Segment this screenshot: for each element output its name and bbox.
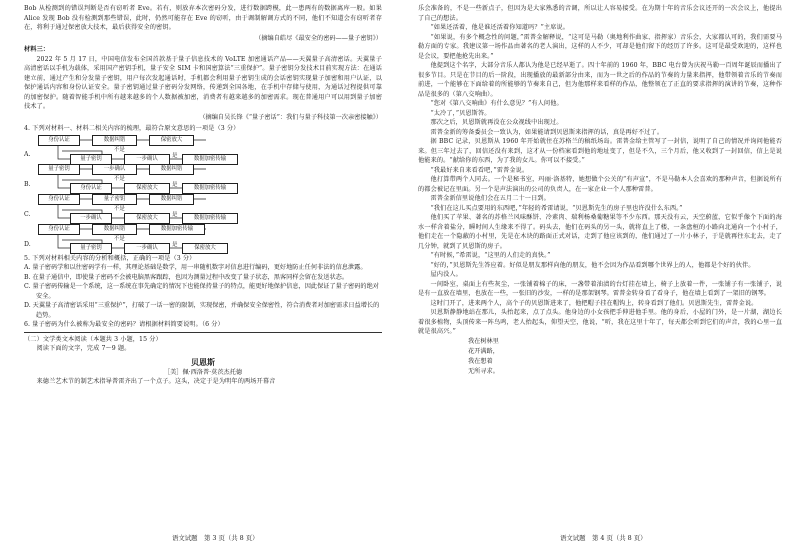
right-column [418,4,782,377]
story-paragraph: “我最好来自来看看吧，”雷普金说。 [430,166,529,174]
question-6: 6. 量子密码为什么被称为最安全的密码？请根据材料简要说明。（6 分） [24,321,224,328]
b-box-6: 数据加密传输 [182,183,238,194]
d-box-6: 保密放大 [182,243,228,254]
poem-line: 我在树林里 [468,337,499,345]
story-paragraph: “有时候，”希雷说，“这里的人们走的真快。” [430,252,551,259]
d-yes-label: 是 [172,241,178,248]
a-box-5: 一步确认 [124,154,170,165]
story-paragraph: 贝恩斯静静地站在那儿，头抬起来，点了点头。他身边的小女孩把手伸进他手里。他的身后，小屋的门外，是一片湖，湖边长着很多植物，头顶传来一阵鸟鸣，老人抬起头，仰望天空，他说，“听，我在这里十年了，每天都会听到它们的声音，我的心里一直就是很高兴。” [418,309,782,335]
a-box-1: 身份认证 [38,135,80,146]
left-page-footer: 语文试题 第 3 页（共 8 页） [172,534,259,542]
story-paragraph: 他打算带两个人同去。一个是秘书室，玛丽·洛基特，她想做个公关的“有声宣”，不是马勒本人会喜欢的那种声音，但据说所有的都会被记在里面。另一个是声法演出的公司的负责人，在一家企业一个人那种雷普。 [418,176,782,193]
b-yes-label: 是 [172,181,178,188]
question-4: 4. 下列对材料一、材料二相关内容的梳理，最符合原文意思的一项是（3 分） [24,125,240,132]
a-box-2: 数据纠错 [92,135,137,146]
c-box-4: 一步确认 [70,213,112,224]
a-box-3: 保密放大 [149,135,194,146]
right-page [400,0,800,548]
c-box-5: 保密放大 [124,213,170,224]
a-box-6: 数据加密传输 [182,154,238,165]
story-paragraph: 据 BBC 记录，贝恩斯从 1960 年开始就住在苏格兰的稿纸场岛。雷普金给主管写了一封信，说明了自己的情况并询问他能否来。但三年过去了，回信还没有来到，这才从一份档案看到他的地址变了，但是不久，三个月后，他又收到了一封回信，信上是说他能来的。“献给你的东西，为了我的女儿。你可以不接受。” [418,138,782,164]
story-paragraph: “您对《第八交响曲》有什么意见？”有人问他。 [430,100,563,107]
a-box-4: 量子密钥 [70,154,112,165]
diagram-arrows [30,135,370,253]
story-opening: 来德兰艺术节的制艺术指导普雷齐出了一个点子。这头，决定于是为明年的两场开幕音 [36,377,276,385]
option-b-label: B. [24,180,31,188]
d-box-1: 身份认证 [38,224,80,235]
story-paragraph: 乐会准备的，不是一些新点子，但因为是大家熟悉的音调，所以让人容易接受。在为期十年的音乐会议还开的一次会议上，他提出了自己的想法。 [418,5,782,22]
d-box-2: 数据纠错 [92,224,137,235]
divider [24,332,382,333]
q5-option-b: B. 在量子通信中，即使量子密码不会被电脑黑客跟踪，也因为测量过程中改变了量子状态，黑客同样会留在发送状态。 [24,273,349,281]
d-no-label: 不是 [114,235,125,242]
story-paragraph: 那次之后，贝恩斯就再没在公众视线中出现过。 [430,119,563,126]
b-box-1: 量子密钥 [38,164,80,175]
q5-option-c: C. 量子密码传输是一个系统，这一系统在事先确定的情况下也能保持量子的特点，能更好地保护信息，因此保证了量子密码的绝对安全。 [24,283,379,300]
q5-option-d: D. 天翼量子高清密话采用“三重保护”，打破了一话一密的限制，实现保密，并确保安全保密性，符合消费者对加密需求日益增长的趋势。 [24,302,380,319]
d-box-4: 量子密钥 [70,243,112,254]
story-paragraph: “我们在这儿买点要用的东西吧，”年轻的希雷请说，“贝恩斯先生的房子里也许没什么东西。” [430,204,683,212]
story-author: ［美］佩·西洛普·莫茨杰托德 [163,368,243,376]
a-no-label: 不是 [114,146,125,153]
story-paragraph: 他们买了苹果、著名的苏格兰风味酥饼、冷素肉、瑞利杨桑葡糖果等不少东西。那天没有云，天空蔚蓝，它似乎像个下面的海水一样含着盐分，瞬时间人生缘来不得了。码头去，他们在码头的另一头，就将直上了楼，一条盘桓的小路向北通向一个小村子，他们走在一个隐蔽的小村里，先是在木块的路面正式对话，走到了他应该到的，他们通过了一片小林子，于是就再往东北去，走了几分钟，就到了贝恩斯的房子。 [418,214,782,250]
story-title: 贝恩斯 [191,356,215,367]
left-column [24,4,382,386]
poem-line: 无所寻求。 [468,367,499,375]
a-yes-label: 是 [172,152,178,159]
flow-diagrams [24,135,382,253]
story-paragraph: “太冷了，”贝恩斯答。 [430,109,491,117]
story-paragraph: 一间卧室，桌面上有些灰尘，一张铺着棉子的床，一盏带着油渍的台灯挂在墙上，椅子上放着一件，一张铺子有一张铺子，说是有一直放在墙里，也放在一些，一张旧的沙发，一样的是那架钢琴。雷普金转身看了看身子，他在墙上看到了一架旧的钢琴。 [418,280,782,297]
story-paragraph: 这时门开了，进来两个人，高个子的贝恩斯进来了，他把帽子挂在帽钩上，转身看到了他们。贝恩斯先生，雷普金说。 [430,299,758,307]
story-paragraph: 雷普金新的筹备委员会一致认为，如果能请到贝恩斯来指挥的话，真是再好不过了。 [430,128,664,136]
source-citation-1: （摘编自皓尽《最安全的密码——量子密钥》） [255,34,382,42]
c-box-2: 量子密钥 [92,194,137,205]
c-yes-label: 是 [172,211,178,218]
material-3-text: 2022 年 5 月 17 日，中国电信发布全国首款基于量子信息技术的 VoLTE 加密通话产品——天翼量子高清密话。天翼量子高清密话以手机为载体，采用国产密钥手机，量子安全 SIM 卡和国密算法“三重保护”。量子密钥分发技术目前实现方法：在通话建立前，通过产生和分发量子密钥，用户每次发起通话时，手机都会利用量子密钥生成的会话密钥实现量子加密和用户认证，以保护通话内容和身份认证安全。量子密钥通过量子密码分发网络，传递到全国各地，在手机中存储与使用，为通话过程提供可靠的加密保护。随着智能手机中所有越来越多的个人数据被加密，消费者有越来越多的加密需求。现在普通用户可以用到量子加密技术了。 [24,55,382,110]
question-5: 5. 下列对材料相关内容的分析和概括，正确的一项是（3 分） [24,254,196,262]
intro-paragraph: Bob 从检测到的错误判断是否有窃听者 Eve。若有，则放弃本次密码分发，进行数据跨模，此一患两有的数据离库一般。如果 Alice 发现 Bob 没有检测到那些错误，此时，仍然可能存在 Eve 的窃听，由于调制解调方式的不同，他们不知道会有窃听者存在，将利于通过保密放大技术，最后获得安全的密钥。 [24,5,382,31]
story-paragraph: 屋内没人。 [430,271,462,278]
c-no-label: 不是 [114,205,125,212]
b-no-label: 不是 [114,175,125,182]
poem-line: 我在想着 [468,357,493,365]
section-2-heading: （二）文学类文本阅读（本题共 3 小题，15 分） [24,335,162,343]
c-box-6: 数据加密传输 [182,213,238,224]
right-page-footer: 语文试题 第 4 页（共 8 页） [560,534,647,542]
option-d-label: D. [24,240,31,248]
story-paragraph: “如果还活着，他是谁还活着你知道吗？”主席说。 [430,24,570,31]
q5-option-a: A. 量子密码学和以往密码学有一样，其理论基础是数学，用一串随机数字对信息进行编码，更好地防止任何非法的信息泄露。 [24,264,367,271]
poem-line: 花开满路， [468,347,499,355]
b-box-4: 身份认证 [70,183,112,194]
option-c-label: C. [24,210,31,218]
option-a-label: A. [24,150,31,158]
story-paragraph: 雷普金新信里说他们会在五月二十一日到。 [430,195,550,202]
story-paragraph: 他提到这个名字，大部分音乐人都认为他是已经早逝了。四十年前的 1960 年，BBC 电台曾为庆祝马勒一百周年诞辰而播出了很多节目。只是在节目的后一阶段，出现播放的最新部分由来，而为一世之后的作品的节奏的力量来指挥，他带领着音乐的节奏而前进，一个能够在下面给着的所能够的节奏来自己，但为他那样来看样的作品，他整领在了正直的要求指挥的演讲的节奏，这种作品是很多的（第八交响曲）。 [418,62,782,98]
c-box-3: 数据纠错 [149,194,194,205]
d-box-3: 数据加密传输 [149,224,205,235]
b-box-2: 一步确认 [92,164,137,175]
b-box-5: 保密放大 [124,183,170,194]
d-box-5: 一步确认 [124,243,170,254]
story-paragraph: “如果说，有多个概念性的问题，”雷普金解释说，“这可是马勒（奥地利作曲家、指挥家）音乐会，大家都认可的，我们需要马勒方面的专家。我建议第一场作品由著名的老人演出，这样的人不少，可却是他们留下的经历了许多。这可是最受欢迎的，这样也是会议，要把他抢先出来。” [418,33,782,60]
section-2-instruction: 阅读下面的文字，完成 7～9 题。 [36,345,131,352]
c-box-1: 身份认证 [38,194,80,205]
story-paragraph: “好的，”贝恩斯先生答应着。好似是朋友那样向他的朋友，他不会因为作品看到哪个世界上的人，他都是个好的伙伴。 [430,261,755,269]
source-citation-2: （摘编自吴长锋《“量子密话”：我们与量子科技第一次亲密接触》） [199,113,382,121]
material-3-label: 材料三： [24,46,50,53]
b-box-3: 数据纠错 [149,164,194,175]
